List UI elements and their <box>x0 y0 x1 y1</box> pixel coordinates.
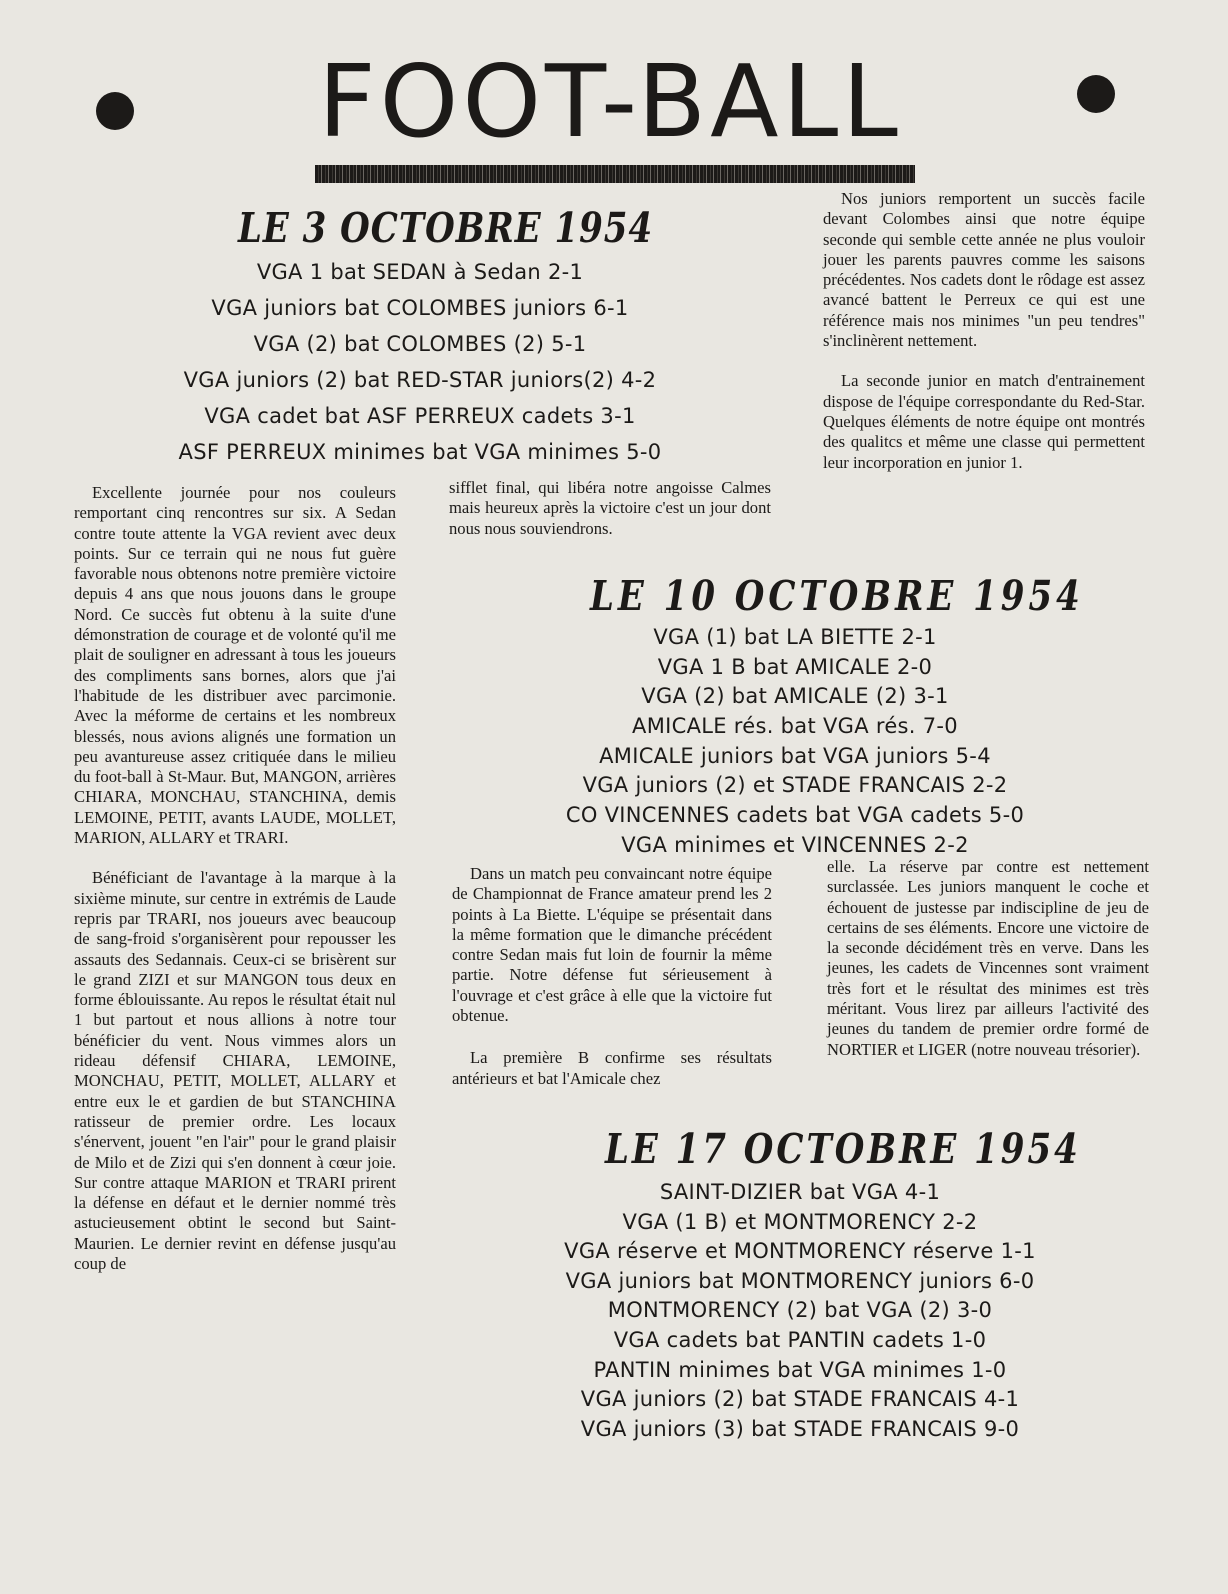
article-oct3-left-column <box>74 483 396 1294</box>
date-heading-oct3: LE 3 OCTOBRE 1954 <box>238 205 654 253</box>
article-paragraph: La première B confirme ses résultats antérieurs et bat l'Amicale chez <box>452 1048 772 1088</box>
result-line: VGA juniors (3) bat STADE FRANCAIS 9-0 <box>580 1416 1020 1441</box>
result-line: VGA 1 bat SEDAN à Sedan 2-1 <box>256 260 584 284</box>
result-line: VGA juniors (2) bat STADE FRANCAIS 4-1 <box>580 1387 1020 1412</box>
article-paragraph: Nos juniors remportent un succès facile devant Colombes ainsi que notre équipe seconde qui semble cette année ne plus vouloir jouer les parents pauvres comme les saisons précédentes. Nos cadets dont le rôdage est assez avancé battent le Perreux ce qui est une référence mais nos minimes "un peu tendres" s'inclinèrent nettement. <box>823 189 1145 351</box>
result-line: VGA cadet bat ASF PERREUX cadets 3-1 <box>204 404 636 428</box>
result-line: MONTMORENCY (2) bat VGA (2) 3-0 <box>607 1298 993 1323</box>
result-line: VGA minimes et VINCENNES 2-2 <box>621 832 969 857</box>
article-oct3-mid-column <box>449 478 771 559</box>
article-oct10-right-column <box>827 857 1149 1080</box>
article-paragraph: Dans un match peu convaincant notre équipe de Championnat de France amateur prend les 2 points à La Biette. L'équipe se présentait dans la même formation que le dimanche précédent contre Sedan mais fut loin de fournir la même partie. Notre défense fut sérieusement à l'ouvrage et c'est grâce à elle que la victoire fut obtenue. <box>452 864 772 1026</box>
result-line: CO VINCENNES cadets bat VGA cadets 5-0 <box>565 803 1025 828</box>
results-list-oct17 <box>535 1180 1065 1446</box>
result-line: VGA (1) bat LA BIETTE 2-1 <box>653 625 937 649</box>
result-line: VGA juniors (2) bat RED-STAR juniors(2) 4-2 <box>183 368 657 392</box>
title-underline-rule <box>315 165 915 183</box>
article-paragraph: Excellente journée pour nos couleurs remportant cinq rencontres sur six. A Sedan contre toute attente la VGA revient avec deux points. Sur ce terrain qui ne nous fut guère favorable nous obtenons notre première victoire depuis 4 ans que nous jouons dans le groupe Nord. Ce succès fut obtenu à la suite d'une démonstration de courage et de volonté qu'il me plait de souligner en adressant à tous les joueurs des compliments sans bornes, alors que j'ai l'habitude de les distribuer avec parcimonie. Avec la méforme de certains et les nombreux blessés, nous avions alignés une formation un peu avantureuse assez critiquée dans le milieu du foot-ball à St-Maur. But, MANGON, arrières CHIARA, MONCHAU, STANCHINA, demis LEMOINE, PETIT, avants LAUDE, MOLLET, MARION, ALLARY et TRARI. <box>74 483 396 848</box>
page-title: FOOT-BALL <box>318 43 902 160</box>
article-paragraph: Bénéficiant de l'avantage à la marque à la sixième minute, sur centre in extrémis de Laude repris par TRARI, nos joueurs avec beaucoup de sang-froid s'organisèrent pour repousser les assauts des Sedannais. Ceux-ci se brisèrent sur le grand ZIZI et sur MANGON tous deux en forme éblouissante. Au repos le résultat était nul 1 but partout et nous allions à notre tour bénéficier du vent. Nous vimmes alors un rideau défensif CHIARA, LEMOINE, MONCHAU, PETIT, MOLLET, ALLARY et entre eux le et gardien de but STANCHINA ratisseur de premier ordre. Les locaux s'énervent, jouent "en l'air" pour le grand plaisir de Milo et de Zizi qui s'en donnent à cœur joie. Sur contre attaque MARION et TRARI prirent la défense en défaut et le dernier nommé très astucieusement obtint le second but Saint-Maurien. Le dernier revint en défense jusqu'au coup de <box>74 868 396 1273</box>
article-oct3-right-column <box>823 189 1145 493</box>
result-line: ASF PERREUX minimes bat VGA minimes 5-0 <box>178 440 662 464</box>
left-bullet-dot <box>96 92 134 130</box>
result-line: VGA juniors bat COLOMBES juniors 6-1 <box>211 296 629 320</box>
result-line: AMICALE rés. bat VGA rés. 7-0 <box>632 714 958 739</box>
result-line: VGA réserve et MONTMORENCY réserve 1-1 <box>564 1239 1036 1264</box>
result-line: SAINT-DIZIER bat VGA 4-1 <box>659 1180 941 1204</box>
results-list-oct10 <box>545 625 1045 863</box>
article-oct10-mid-column <box>452 864 772 1109</box>
result-line: VGA (2) bat AMICALE (2) 3-1 <box>641 684 949 709</box>
date-heading-oct17: LE 17 OCTOBRE 1954 <box>605 1126 1081 1174</box>
result-line: AMICALE juniors bat VGA juniors 5-4 <box>599 743 991 768</box>
right-bullet-dot <box>1077 75 1115 113</box>
result-line: PANTIN minimes bat VGA minimes 1-0 <box>593 1357 1007 1382</box>
result-line: VGA 1 B bat AMICALE 2-0 <box>657 654 933 679</box>
result-line: VGA juniors bat MONTMORENCY juniors 6-0 <box>565 1268 1035 1293</box>
result-line: VGA (1 B) et MONTMORENCY 2-2 <box>622 1209 978 1234</box>
article-paragraph: elle. La réserve par contre est nettement surclassée. Les juniors manquent le coche et échouent de justesse par indiscipline de jeu de certains de ses éléments. Encore une victoire de la seconde décidément très en verve. Dans les jeunes, les cadets de Vincennes sont vraiment très fort et le résultat des minimes est très méritant. Vous lirez par ailleurs l'activité des jeunes du tandem de premier ordre formé de NORTIER et LIGER (notre nouveau trésorier). <box>827 857 1149 1059</box>
result-line: VGA (2) bat COLOMBES (2) 5-1 <box>253 332 587 356</box>
article-paragraph: La seconde junior en match d'entrainement dispose de l'équipe correspondante du Red-Star. Quelques éléments de notre équipe ont montrés des qualitcs et même une classe qui permettent leur incorporation en junior 1. <box>823 371 1145 472</box>
result-line: VGA cadets bat PANTIN cadets 1-0 <box>613 1327 987 1352</box>
results-list-oct3 <box>170 260 670 476</box>
date-heading-oct10: LE 10 OCTOBRE 1954 <box>590 573 1084 621</box>
result-line: VGA juniors (2) et STADE FRANCAIS 2-2 <box>582 773 1008 798</box>
article-paragraph: sifflet final, qui libéra notre angoisse Calmes mais heureux après la victoire c'est un jour dont nous nous souviendrons. <box>449 478 771 538</box>
